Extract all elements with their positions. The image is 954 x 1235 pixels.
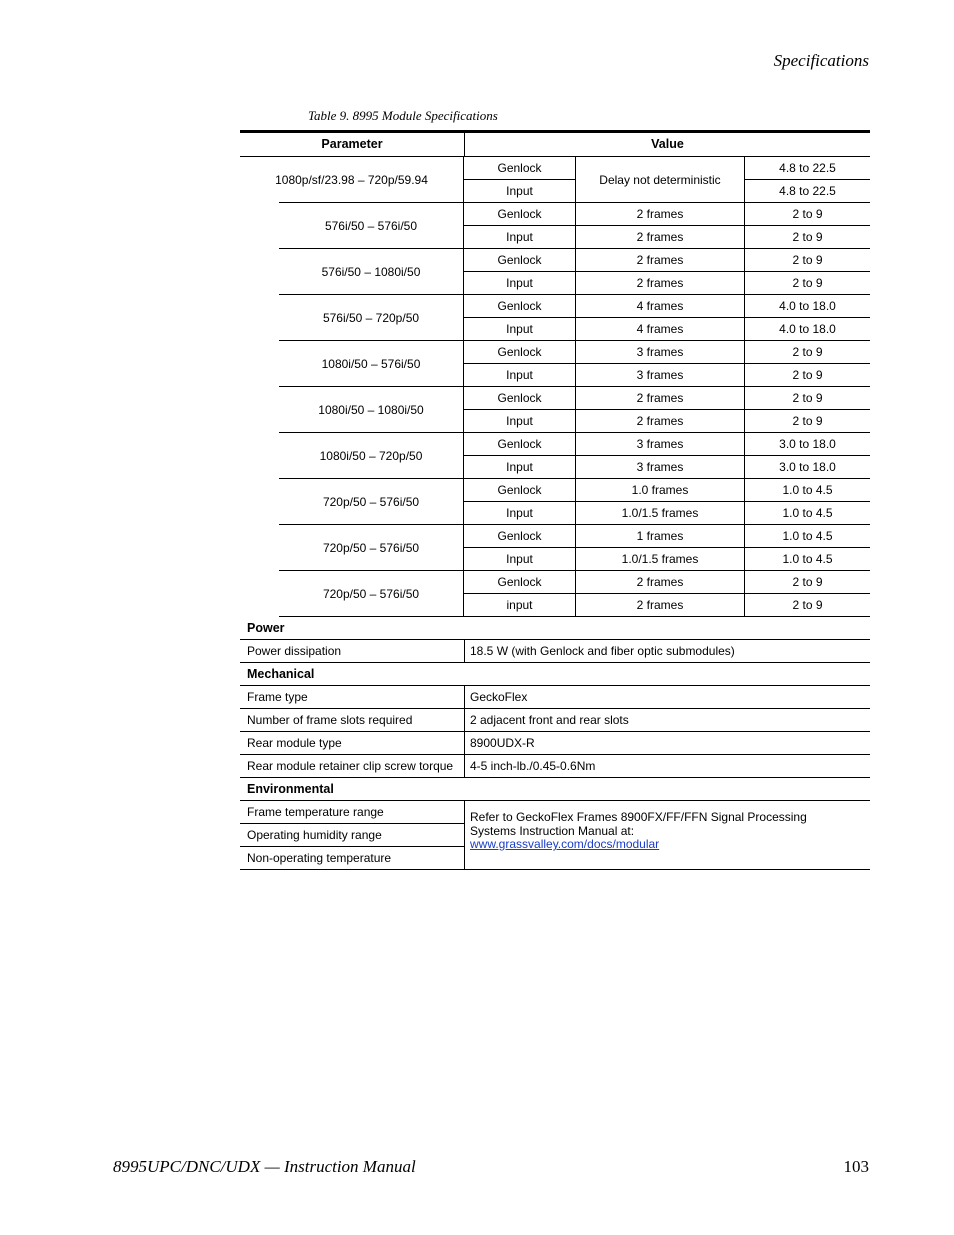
spec-key: Non-operating temperature — [240, 846, 464, 869]
delay-cell: 2 frames — [576, 410, 745, 432]
format-group — [240, 203, 870, 249]
format-group — [240, 433, 870, 479]
format-group — [240, 571, 870, 617]
environmental-block — [240, 801, 870, 870]
env-text-line: Systems Instruction Manual at: — [470, 823, 635, 838]
column-header-value: Value — [651, 137, 684, 151]
spec-key: Number of frame slots required — [240, 709, 465, 731]
mode-cell: Genlock — [464, 433, 576, 455]
format-groups — [240, 203, 870, 617]
format-name: 720p/50 – 576i/50 — [279, 525, 464, 570]
mode-cell: Genlock — [497, 161, 542, 175]
range-cell: 4.8 to 22.5 — [779, 161, 836, 175]
format-name: 1080i/50 – 1080i/50 — [279, 387, 464, 432]
range-cell: 2 to 9 — [792, 345, 823, 359]
spec-key: Frame type — [240, 686, 465, 708]
timing-row — [464, 271, 870, 294]
mode-cell: Input — [464, 272, 576, 294]
range-cell: 4.8 to 22.5 — [745, 179, 870, 202]
mode-cell: Input — [464, 548, 576, 570]
format-name: 1080i/50 – 576i/50 — [279, 341, 464, 386]
format-name: 1080i/50 – 720p/50 — [279, 433, 464, 478]
spec-row — [240, 755, 870, 778]
timing-row — [464, 225, 870, 248]
timing-row — [464, 249, 870, 271]
spec-key: Frame temperature range — [247, 805, 384, 819]
format-name: 576i/50 – 1080i/50 — [279, 249, 464, 294]
table-header-row — [240, 130, 870, 157]
delay-cell: 2 frames — [576, 387, 745, 409]
page-number: 103 — [843, 1157, 869, 1176]
mode-cell: Genlock — [464, 571, 576, 593]
mode-cell: Input — [464, 364, 576, 386]
format-group — [240, 479, 870, 525]
delay-cell: 2 frames — [576, 203, 745, 225]
timing-row — [464, 295, 870, 317]
format-group — [240, 249, 870, 295]
spec-key: Operating humidity range — [240, 823, 464, 846]
delay-cell: 3 frames — [576, 341, 745, 363]
timing-row — [464, 363, 870, 386]
mode-cell: Input — [464, 456, 576, 478]
range-cell: 4.0 to 18.0 — [779, 322, 836, 336]
format-name: 576i/50 – 720p/50 — [279, 295, 464, 340]
range-cell: 3.0 to 18.0 — [779, 460, 836, 474]
delay-cell: 3 frames — [576, 456, 745, 478]
running-header: Specifications — [773, 51, 869, 70]
range-cell: 2 to 9 — [792, 253, 823, 267]
mode-cell: Genlock — [464, 341, 576, 363]
spec-row — [240, 709, 870, 732]
mode-cell: Input — [464, 318, 576, 340]
docs-link[interactable]: www.grassvalley.com/docs/modular — [470, 837, 660, 851]
range-cell: 2 to 9 — [792, 391, 823, 405]
format-name: 1080p/sf/23.98 – 720p/59.94 — [240, 157, 464, 202]
mode-cell: Input — [464, 502, 576, 524]
mode-cell: input — [464, 594, 576, 616]
delay-cell: 2 frames — [576, 272, 745, 294]
mode-cell: Input — [464, 410, 576, 432]
format-name: 576i/50 – 576i/50 — [279, 203, 464, 248]
spec-value: 8900UDX-R — [470, 736, 535, 750]
timing-row — [464, 525, 870, 547]
range-cell: 1.0 to 4.5 — [782, 529, 833, 543]
range-cell: 2 to 9 — [792, 230, 823, 244]
spec-key: Rear module retainer clip screw torque — [240, 755, 465, 777]
spec-row — [240, 732, 870, 755]
range-cell: 2 to 9 — [792, 598, 823, 612]
format-name: 720p/50 – 576i/50 — [279, 479, 464, 524]
format-group — [240, 157, 870, 202]
delay-cell: 2 frames — [576, 594, 745, 616]
delay-cell: 1.0/1.5 frames — [576, 548, 745, 570]
delay-cell: 1 frames — [576, 525, 745, 547]
delay-cell: 1.0 frames — [576, 479, 745, 501]
environmental-value — [465, 801, 870, 869]
specifications-table — [240, 130, 870, 870]
timing-row — [464, 593, 870, 616]
timing-row — [464, 433, 870, 455]
timing-row — [464, 571, 870, 593]
spec-key: Rear module type — [240, 732, 465, 754]
spec-row — [240, 640, 870, 663]
range-cell: 2 to 9 — [792, 276, 823, 290]
format-group — [240, 387, 870, 433]
timing-row — [464, 341, 870, 363]
column-header-parameter: Parameter — [240, 133, 465, 156]
mode-cell: Input — [464, 179, 575, 202]
range-cell: 2 to 9 — [792, 368, 823, 382]
mode-cell: Genlock — [464, 387, 576, 409]
mode-cell: Genlock — [464, 203, 576, 225]
format-group — [240, 341, 870, 387]
spec-value: 2 adjacent front and rear slots — [470, 713, 629, 727]
timing-row — [464, 501, 870, 524]
section-environmental: Environmental — [240, 778, 870, 801]
format-group — [240, 525, 870, 571]
delay-cell: 2 frames — [576, 249, 745, 271]
timing-row — [464, 387, 870, 409]
timing-row — [464, 317, 870, 340]
timing-row — [464, 203, 870, 225]
spec-value: 18.5 W (with Genlock and fiber optic submodules) — [470, 644, 735, 658]
delay-cell: 4 frames — [576, 295, 745, 317]
spec-row — [240, 686, 870, 709]
delay-cell: 2 frames — [576, 571, 745, 593]
range-cell: 1.0 to 4.5 — [782, 552, 833, 566]
range-cell: 2 to 9 — [792, 575, 823, 589]
delay-cell: 2 frames — [576, 226, 745, 248]
mode-cell: Input — [464, 226, 576, 248]
range-cell: 1.0 to 4.5 — [782, 483, 833, 497]
range-cell: 4.0 to 18.0 — [779, 299, 836, 313]
spec-value: 4-5 inch-lb./0.45-0.6Nm — [470, 759, 596, 773]
table-caption: Table 9. 8995 Module Specifications — [308, 108, 498, 123]
format-group — [240, 295, 870, 341]
mode-cell: Genlock — [464, 295, 576, 317]
mode-cell: Genlock — [464, 525, 576, 547]
timing-row — [464, 455, 870, 478]
spec-value: GeckoFlex — [470, 690, 528, 704]
range-cell: 2 to 9 — [792, 414, 823, 428]
spec-key: Power dissipation — [240, 640, 465, 662]
delay-cell: 1.0/1.5 frames — [576, 502, 745, 524]
delay-cell: 3 frames — [576, 364, 745, 386]
delay-cell: 3 frames — [576, 433, 745, 455]
timing-row — [464, 479, 870, 501]
footer-title: 8995UPC/DNC/UDX — Instruction Manual — [113, 1157, 416, 1176]
format-name: 720p/50 – 576i/50 — [279, 571, 464, 616]
delay-cell: 4 frames — [576, 318, 745, 340]
mode-cell: Genlock — [464, 479, 576, 501]
mode-cell: Genlock — [464, 249, 576, 271]
timing-row — [464, 409, 870, 432]
env-text-line: Refer to GeckoFlex Frames 8900FX/FF/FFN Signal Processing — [470, 810, 807, 824]
timing-row — [464, 547, 870, 570]
range-cell: 3.0 to 18.0 — [779, 437, 836, 451]
section-mechanical: Mechanical — [240, 663, 870, 686]
range-cell: 2 to 9 — [792, 207, 823, 221]
section-power: Power — [240, 617, 870, 640]
range-cell: 1.0 to 4.5 — [782, 506, 833, 520]
delay-cell: Delay not deterministic — [576, 157, 745, 202]
